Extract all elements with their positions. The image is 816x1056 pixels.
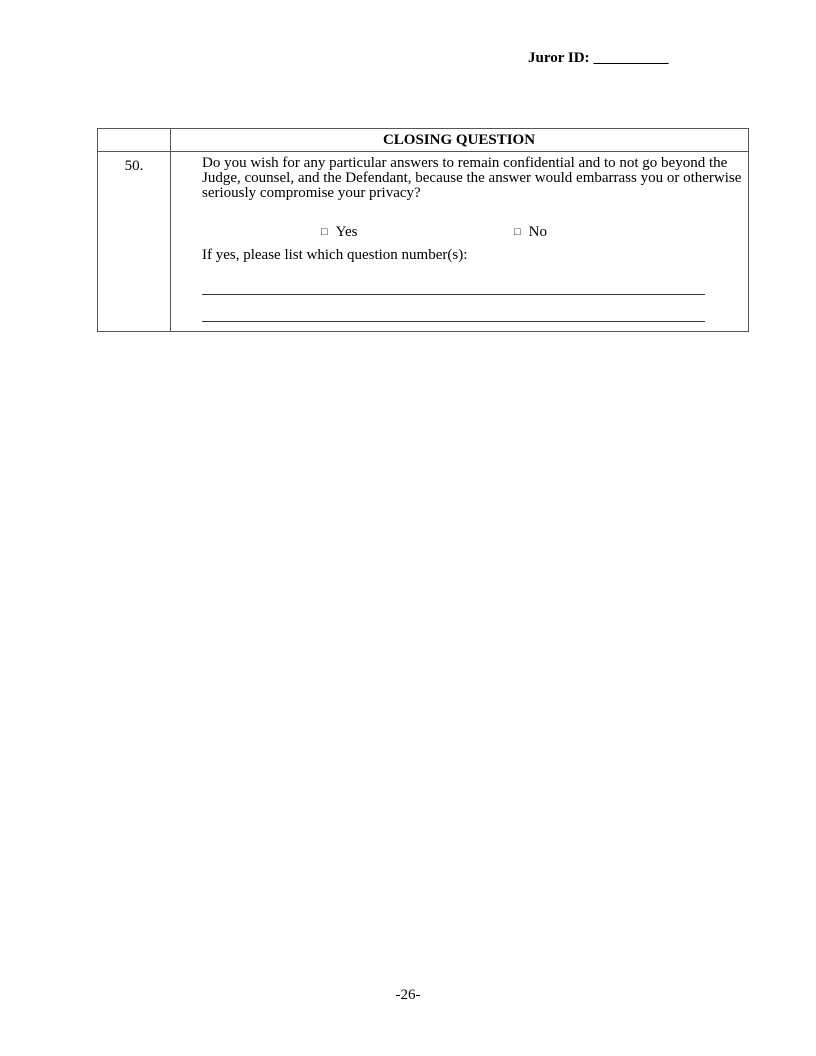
row-divider — [98, 151, 748, 152]
juror-id-label: Juror ID: — [528, 50, 590, 66]
option-yes-label: Yes — [335, 224, 358, 240]
option-yes[interactable] — [321, 224, 357, 240]
column-divider — [170, 129, 171, 331]
question-number: 50. — [124, 158, 144, 174]
option-no[interactable] — [514, 224, 547, 240]
juror-id-blank[interactable]: __________ — [593, 50, 669, 66]
question-table — [97, 128, 749, 332]
section-title: CLOSING QUESTION — [382, 132, 536, 148]
juror-id-field — [528, 50, 669, 67]
follow-up-prompt: If yes, please list which question number(s): — [202, 247, 468, 263]
page-number: -26- — [395, 987, 421, 1003]
answer-line[interactable] — [202, 321, 705, 322]
checkbox-icon[interactable]: □ — [321, 226, 328, 238]
answer-line[interactable] — [202, 294, 705, 295]
option-no-label: No — [528, 224, 547, 240]
question-text: Do you wish for any particular answers to remain confidential and to not go beyond the Judge, counsel, and the Defendant, because the answer would embarrass you or otherwise seriously compromise your privacy? — [202, 155, 742, 201]
checkbox-icon[interactable]: □ — [514, 226, 521, 238]
